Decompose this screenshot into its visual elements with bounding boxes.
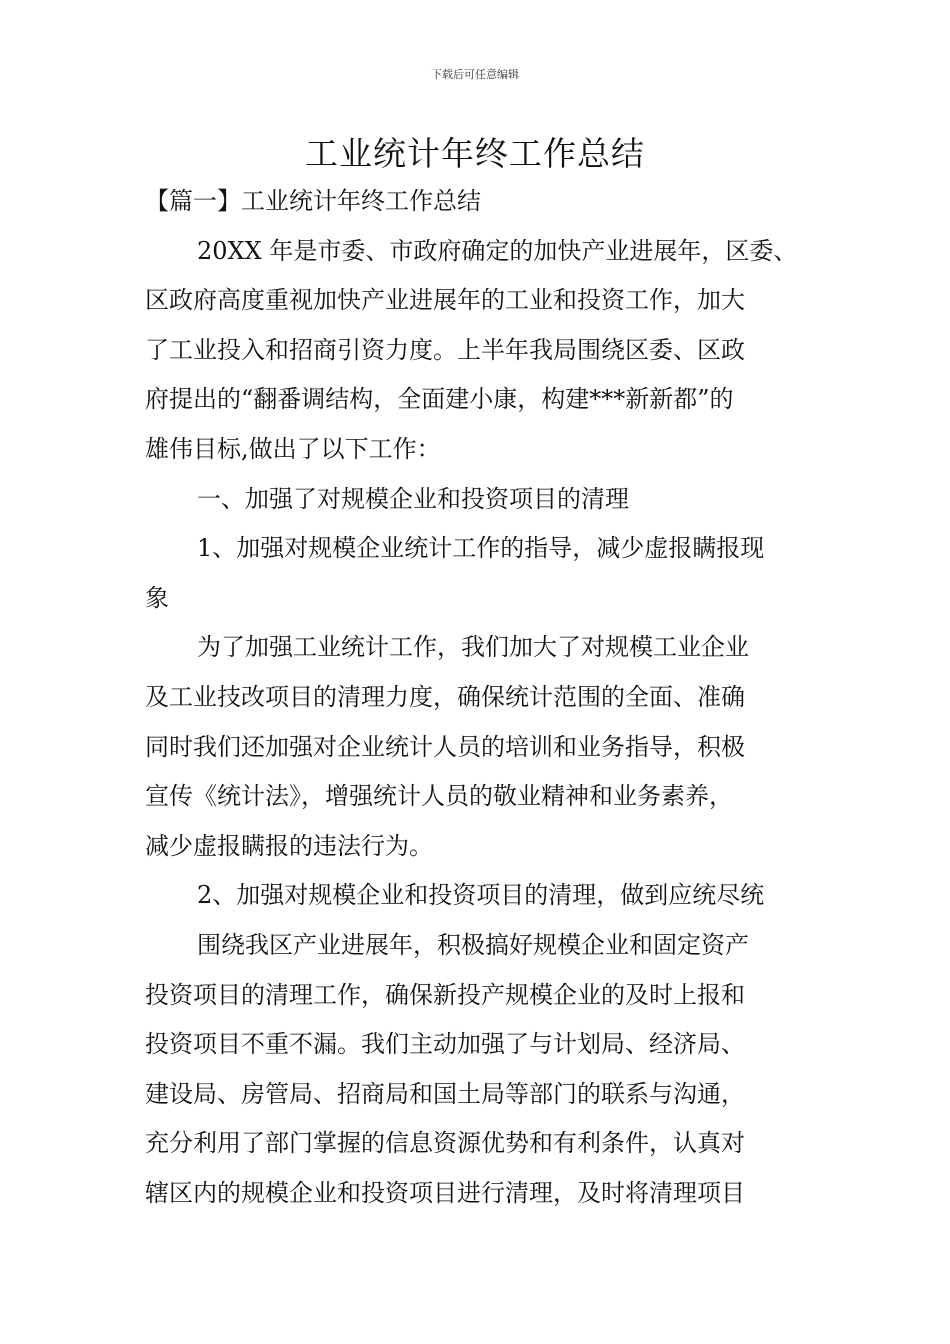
header-note: 下载后可任意编辑: [431, 68, 519, 81]
body-text-line: 及工业技改项目的清理力度，确保统计范围的全面、准确: [145, 682, 745, 711]
body-text-line: 投资项目的清理工作，确保新投产规模企业的及时上报和: [145, 980, 745, 1009]
body-text-line: 同时我们还加强对企业统计人员的培训和业务指导，积极: [145, 732, 745, 761]
body-text-line: 充分利用了部门掌握的信息资源优势和有利条件，认真对: [145, 1129, 745, 1158]
body-text-line: 减少虚报瞒报的违法行为。: [145, 831, 433, 860]
body-text-line: 1、加强对规模企业统计工作的指导，减少虚报瞒报现: [197, 534, 765, 563]
body-text-line: 建设局、房管局、招商局和国土局等部门的联系与沟通，: [145, 1079, 745, 1108]
body-text-line: 雄伟目标,做出了以下工作：: [145, 434, 441, 463]
body-text-line: 辖区内的规模企业和投资项目进行清理，及时将清理项目: [145, 1178, 745, 1207]
document-title: 工业统计年终工作总结: [305, 134, 645, 173]
body-text-line: 了工业投入和招商引资力度。上半年我局围绕区委、区政: [145, 335, 745, 364]
body-text-line: 围绕我区产业进展年，积极搞好规模企业和固定资产: [197, 930, 749, 959]
body-text-line: 为了加强工业统计工作，我们加大了对规模工业企业: [197, 633, 749, 662]
body-text-line: 宣传《统计法》，增强统计人员的敬业精神和业务素养，: [145, 782, 733, 811]
body-text-line: 2、加强对规模企业和投资项目的清理，做到应统尽统: [197, 881, 765, 910]
section-heading: 【篇一】工业统计年终工作总结: [145, 187, 481, 215]
body-text-line: 投资项目不重不漏。我们主动加强了与计划局、经济局、: [145, 1030, 745, 1059]
body-text-line: 一、加强了对规模企业和投资项目的清理: [197, 484, 629, 513]
body-text-line: 府提出的“翻番调结构，全面建小康，构建***新新都”的: [145, 385, 734, 414]
document-body: [145, 181, 825, 1222]
body-text-line: 区政府高度重视加快产业进展年的工业和投资工作，加大: [145, 286, 745, 315]
body-text-line: 20XX 年是市委、市政府确定的加快产业进展年，区委、: [197, 236, 798, 265]
body-text-line: 象: [145, 583, 169, 612]
